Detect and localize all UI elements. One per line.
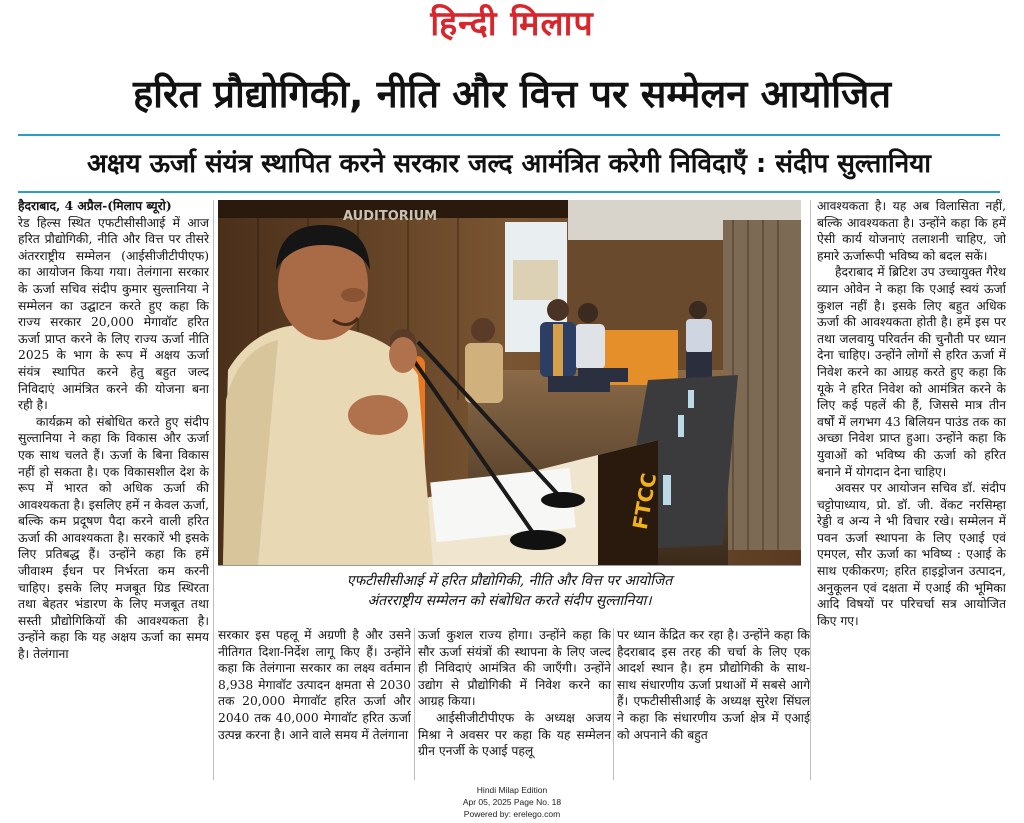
photo-caption-line-1: एफटीसीसीआई में हरित प्रौद्योगिकी, नीति और वित्त पर आयोजित — [346, 573, 673, 589]
column-divider — [213, 200, 214, 780]
dateline: हैदराबाद, 4 अप्रैल-(मिलाप ब्यूरो) — [18, 198, 172, 213]
article-paragraph: अवसर पर आयोजन सचिव डॉ. संदीप चट्टोपाध्याय, प्रो. डॉ. जी. वेंकट नरसिम्हा रेड्डी व अन्य ने भी विचार रखे। सम्मेलन में पवन ऊर्जा स्थापना के लिए एआई एवं एमएल, सौर ऊर्जा का भविष्य : एआई के साथ एकीकरण; हरित हाइड्रोजन उत्पादन, अनुकूलन एवं दक्षता में एआई की भूमिका आदि विषयों पर परिचर्चा सत्र आयोजित किए गए। — [817, 481, 1006, 628]
page-footer — [0, 784, 1024, 820]
article-paragraph: हैदराबाद में ब्रिटिश उप उच्चायुक्त गैरेथ व्यान ओवेन ने कहा कि एआई स्वयं ऊर्जा कुशल नहीं है। इसके लिए बहुत अधिक ऊर्जा की आवश्यकता होती है। हमें इस पर तथा जलवायु परिवर्तन की चुनौती पर ध्यान देना चाहिए। उन्होंने लोगों से हरित ऊर्जा में निवेश करने का आग्रह करते हुए कहा कि यूके ने हरित निवेश को आमंत्रित करने के लिए कई पहलें की हैं, जिससे मात्र तीन वर्षों में लगभग 43 बिलियन पाउंड तक का अच्छा निवेश प्राप्त हुआ। उन्होंने कहा कि युवाओं को भविष्य की ऊर्जा को हरित बनाने में योगदान देना चाहिए। — [817, 265, 1006, 479]
subheadline: अक्षय ऊर्जा संयंत्र स्थापित करने सरकार जल्द आमंत्रित करेगी निविदाएँ : संदीप सुल्तानिया — [86, 149, 932, 179]
article-column-4 — [617, 627, 810, 781]
footer-date-page: Apr 05, 2025 Page No. 18 — [462, 797, 562, 807]
article-paragraph: आवश्यकता है। यह अब विलासिता नहीं, बल्कि आवश्यकता है। उन्होंने कहा कि हमें ऐसी कार्य योजनाएं तलाशनी चाहिए, जो हमारे ऊर्जारूपी भविष्य को बदल सकें। — [817, 199, 1006, 263]
photo-caption-line-2: अंतरराष्ट्रीय सम्मेलन को संबोधित करते संदीप सुल्तानिया। — [367, 593, 652, 609]
footer-powered-by: Powered by: erelego.com — [463, 809, 561, 819]
article-paragraph: ऊर्जा कुशल राज्य होगा। उन्होंने कहा कि सौर ऊर्जा संयंत्रों की स्थापना के लिए जल्द ही निविदाएं आमंत्रित की जाएँगी। उन्होंने उद्योग से प्रौद्योगिकी में निवेश करने का आग्रह किया। — [418, 628, 611, 709]
article-column-2 — [218, 627, 411, 781]
sub-divider — [18, 191, 1000, 193]
article-paragraph: आईसीजीटीपीएफ के अध्यक्ष अजय मिश्रा ने अवसर पर कहा कि यह सम्मेलन ग्रीन एनर्जी के एआई पहलू — [418, 710, 611, 759]
article-paragraph: कार्यक्रम को संबोधित करते हुए संदीप सुल्तानिया ने कहा कि विकास और ऊर्जा एक साथ चलते हैं। ऊर्जा के बिना विकास नहीं हो सकता है। एक विकासशील देश के रूप में भारत को अधिक ऊर्जा की आवश्यकता है। इसलिए हमें न केवल ऊर्जा, बल्कि कम प्रदूषण पैदा करने वाली हरित ऊर्जा की आवश्यकता है। सरकारें भी इसके लिए प्रतिबद्ध हैं। उन्होंने कहा कि हमें जीवाश्म ईंधन पर निर्भरता कम करनी चाहिए। इसके लिए मजबूत ग्रिड स्थिरता तथा बेहतर भंडारण के लिए मजबूत तथा सस्ती प्रौद्योगिकियों की आवश्यकता है। उन्होंने कहा कि यह अक्षय ऊर्जा का समय है। तेलंगाना — [18, 414, 209, 662]
masthead-logo: हिन्दी मिलाप — [430, 4, 594, 44]
top-divider — [18, 134, 1000, 136]
event-photo — [218, 200, 801, 565]
podium-text: FTCC — [627, 471, 662, 532]
wall-sign: AUDITORIUM — [343, 209, 438, 224]
column-divider — [810, 200, 811, 780]
article-paragraph: सरकार इस पहलू में अग्रणी है और उसने नीतिगत दिशा-निर्देश लागू किए हैं। उन्होंने कहा कि तेलंगाना सरकार का लक्ष्य वर्तमान 8,938 मेगावॉट उत्पादन क्षमता से 2030 तक 20,000 मेगावॉट हरित ऊर्जा और 2040 तक 40,000 मेगावॉट हरित ऊर्जा उत्पन्न करना है। आने वाले समय में तेलंगाना — [218, 628, 411, 742]
article-paragraph: रेड हिल्स स्थित एफटीसीसीआई में आज हरित प्रौद्योगिकी, नीति और वित्त पर तीसरे अंतरराष्ट्रीय सम्मेलन (आईसीजीटीपीएफ) का आयोजन किया गया। तेलंगाना सरकार के ऊर्जा सचिव संदीप कुमार सुल्तानिया ने सम्मेलन का उद्घाटन करते हुए कहा कि राज्य सरकार 20,000 मेगावॉट हरित ऊर्जा प्राप्त करने के लिए राज्य ऊर्जा नीति 2025 के भाग के रूप में अक्षय ऊर्जा संयंत्र स्थापित करने हेतु बहुत जल्द निविदाएं आमंत्रित करने की योजना बना रही है। — [18, 215, 209, 413]
article-paragraph: पर ध्यान केंद्रित कर रहा है। उन्होंने कहा कि हैदराबाद इस तरह की चर्चा के लिए एक आदर्श स्थान है। हम प्रौद्योगिकी के साथ-साथ संधारणीय ऊर्जा प्रथाओं में सबसे आगे हैं। एफटीसीसीआई के अध्यक्ष सुरेश सिंघल ने कहा कि संधारणीय ऊर्जा क्षेत्र में एआई को अपनाने की बहुत — [617, 628, 810, 742]
event-photo-illustration — [218, 200, 801, 565]
headline: हरित प्रौद्योगिकी, नीति और वित्त पर सम्मेलन आयोजित — [132, 72, 892, 116]
article-column-5 — [817, 198, 1006, 780]
photo-caption — [218, 565, 801, 616]
article-column-3 — [418, 627, 611, 781]
column-divider — [414, 628, 415, 780]
column-divider — [613, 628, 614, 780]
article-column-1 — [18, 198, 209, 780]
footer-edition: Hindi Milap Edition — [476, 785, 548, 795]
